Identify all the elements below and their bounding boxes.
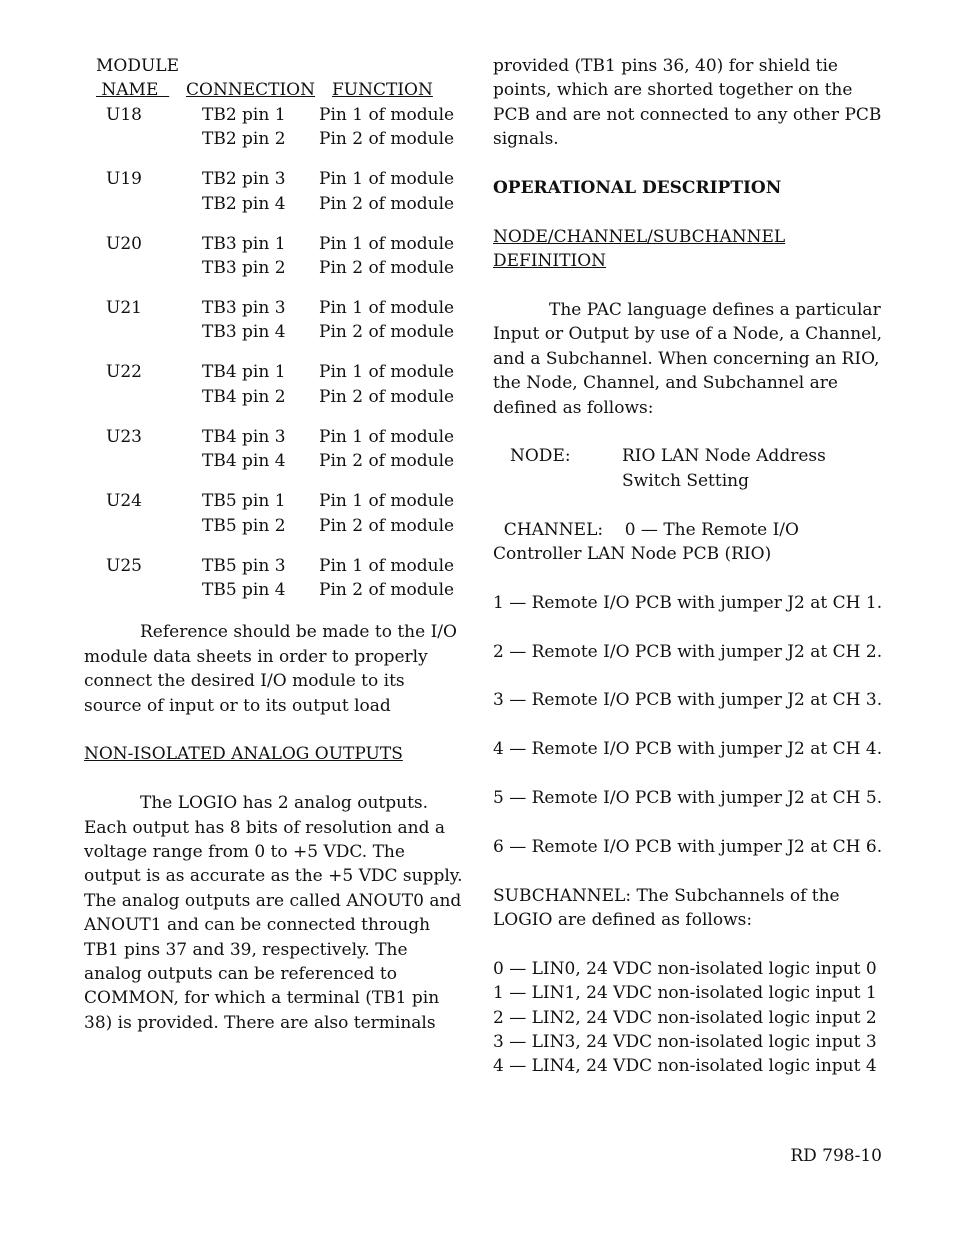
connection-cell: TB4 pin 1	[202, 362, 286, 383]
channel-item: 5 — Remote I/O PCB with jumper J2 at CH 5.	[493, 788, 883, 809]
analog-heading: NON-ISOLATED ANALOG OUTPUTS	[84, 744, 403, 765]
module-name: U19	[106, 169, 142, 190]
module-row	[84, 360, 464, 409]
channel-line-2: Controller LAN Node PCB (RIO)	[493, 544, 772, 565]
page-footer: RD 798-10	[790, 1146, 882, 1166]
function-cell: Pin 1 of module	[319, 233, 455, 254]
analog-paragraph: The LOGIO has 2 analog outputs. Each output has 8 bits of resolution and a voltage range from 0 to +5 VDC. The output is as accurate as the +5 VDC supply. The analog outputs are called ANOUT0 and ANOUT1 and can be connected through TB1 pins 37 and 39, respectively. The analog outputs can be referenced to COMMON, for which a terminal (TB1 pin 38) is provided. There are also terminals	[84, 793, 463, 1033]
operational-heading: OPERATIONAL DESCRIPTION	[493, 178, 782, 199]
module-table-body	[84, 103, 464, 603]
connection-cell: TB5 pin 2	[202, 515, 286, 536]
subchannel-item: 2 — LIN2, 24 VDC non-isolated logic input 2	[493, 1007, 877, 1028]
node-channel-heading-2: DEFINITION	[493, 251, 607, 272]
node-value-2: Switch Setting	[622, 470, 749, 491]
function-cell: Pin 2 of module	[319, 257, 455, 278]
subchannel-item: 3 — LIN3, 24 VDC non-isolated logic input 3	[493, 1032, 877, 1053]
subchannel-list	[493, 957, 893, 1079]
module-name: U22	[106, 362, 142, 383]
channel-item: 1 — Remote I/O PCB with jumper J2 at CH 1.	[493, 592, 883, 613]
connection-cell: TB4 pin 2	[202, 386, 286, 407]
connection-cell: TB2 pin 1	[202, 104, 286, 125]
connection-cell: TB5 pin 4	[202, 579, 286, 600]
connection-cell: TB3 pin 4	[202, 322, 286, 343]
channel-list	[493, 566, 893, 859]
module-row	[84, 167, 464, 216]
module-name: U20	[106, 233, 142, 254]
function-cell: Pin 1 of module	[319, 426, 455, 447]
module-row	[84, 489, 464, 538]
node-label: NODE:	[510, 446, 571, 467]
connection-cell: TB4 pin 3	[202, 426, 286, 447]
connection-cell: TB4 pin 4	[202, 451, 286, 472]
channel-line-1: CHANNEL: 0 — The Remote I/O	[493, 519, 799, 540]
module-name: U24	[106, 491, 142, 512]
header-connection: CONNECTION	[186, 80, 315, 101]
module-row	[84, 103, 464, 152]
module-name: U23	[106, 426, 142, 447]
subchannel-item: 0 — LIN0, 24 VDC non-isolated logic input 0	[493, 958, 877, 979]
channel-item: 2 — Remote I/O PCB with jumper J2 at CH 2.	[493, 641, 883, 662]
left-column	[84, 54, 464, 1035]
connection-cell: TB3 pin 2	[202, 257, 286, 278]
function-cell: Pin 1 of module	[319, 169, 455, 190]
subchannel-paragraph: SUBCHANNEL: The Subchannels of the LOGIO are defined as follows:	[493, 885, 840, 931]
right-column	[493, 54, 893, 1079]
subchannel-item: 1 — LIN1, 24 VDC non-isolated logic input 1	[493, 983, 877, 1004]
function-cell: Pin 2 of module	[319, 579, 455, 600]
module-row	[84, 554, 464, 603]
connection-cell: TB2 pin 3	[202, 169, 286, 190]
function-cell: Pin 1 of module	[319, 297, 455, 318]
connection-cell: TB5 pin 3	[202, 555, 286, 576]
function-cell: Pin 2 of module	[319, 386, 455, 407]
function-cell: Pin 2 of module	[319, 322, 455, 343]
channel-item: 4 — Remote I/O PCB with jumper J2 at CH 4.	[493, 739, 883, 760]
channel-item: 6 — Remote I/O PCB with jumper J2 at CH 6.	[493, 836, 883, 857]
module-name: U25	[106, 555, 142, 576]
connection-cell: TB5 pin 1	[202, 491, 286, 512]
function-cell: Pin 2 of module	[319, 129, 455, 150]
pac-paragraph: The PAC language defines a particular Input or Output by use of a Node, a Channel, and a Subchannel. When concerning an RIO, the Node, Channel, and Subchannel are defined as follows:	[493, 300, 883, 418]
function-cell: Pin 1 of module	[319, 362, 455, 383]
module-name: U21	[106, 297, 142, 318]
connection-cell: TB2 pin 2	[202, 129, 286, 150]
subchannel-item: 4 — LIN4, 24 VDC non-isolated logic input 4	[493, 1056, 877, 1077]
function-cell: Pin 2 of module	[319, 451, 455, 472]
header-module: MODULE	[96, 56, 179, 76]
channel-item: 3 — Remote I/O PCB with jumper J2 at CH 3.	[493, 690, 883, 711]
node-definition	[493, 444, 893, 493]
node-channel-heading-1: NODE/CHANNEL/SUBCHANNEL	[493, 226, 786, 247]
function-cell: Pin 1 of module	[319, 555, 455, 576]
connection-cell: TB3 pin 3	[202, 297, 286, 318]
header-function: FUNCTION	[332, 80, 433, 101]
module-row	[84, 232, 464, 281]
module-row	[84, 425, 464, 474]
function-cell: Pin 1 of module	[319, 104, 455, 125]
module-name: U18	[106, 104, 142, 125]
function-cell: Pin 2 of module	[319, 515, 455, 536]
reference-paragraph: Reference should be made to the I/O module data sheets in order to properly connect the desired I/O module to its source of input or to its output load	[84, 622, 457, 716]
function-cell: Pin 1 of module	[319, 491, 455, 512]
node-value-1: RIO LAN Node Address	[622, 446, 826, 467]
function-cell: Pin 2 of module	[319, 193, 455, 214]
header-name: NAME	[96, 80, 170, 101]
connection-cell: TB3 pin 1	[202, 233, 286, 254]
module-row	[84, 296, 464, 345]
module-table-header	[84, 54, 464, 103]
shield-paragraph: provided (TB1 pins 36, 40) for shield tie points, which are shorted together on the PCB and are not connected to any other PCB signals.	[493, 56, 882, 150]
connection-cell: TB2 pin 4	[202, 193, 286, 214]
